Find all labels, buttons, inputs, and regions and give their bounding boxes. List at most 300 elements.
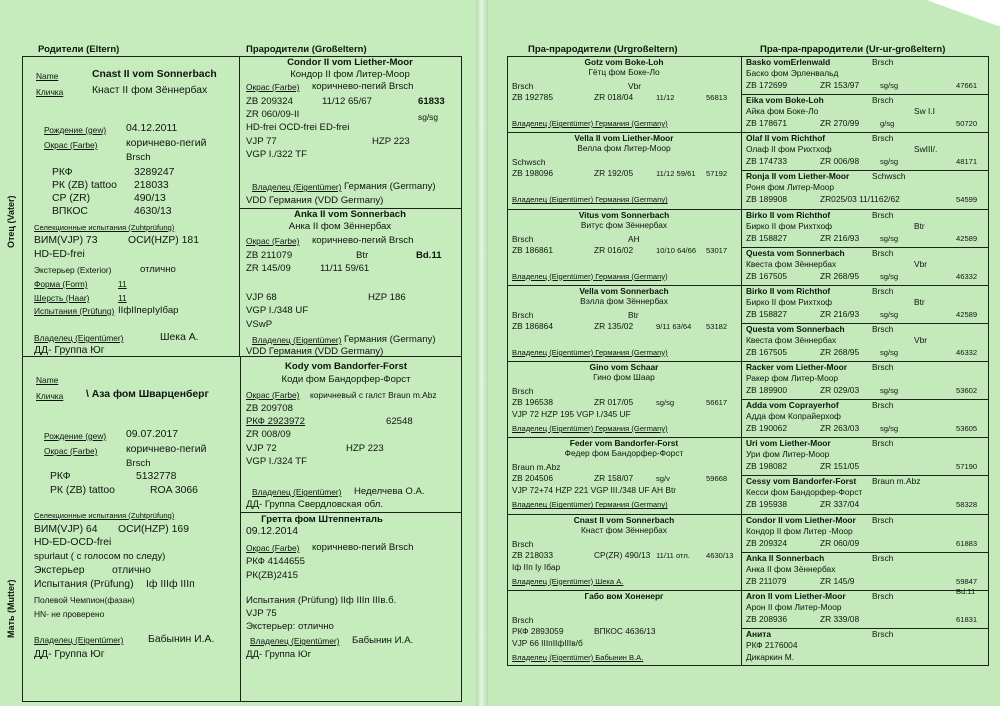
ug-number: 59668 — [706, 474, 728, 484]
ug-name: Cnast II vom Sonnerbach — [573, 514, 675, 525]
mother-owner-label: Владелец (Eigentümer) — [34, 635, 124, 645]
ug-color2: Vbr — [628, 81, 642, 91]
ug-color: Braun m.Abz — [512, 462, 561, 473]
header-parents: Родители (Eltern) — [38, 44, 120, 55]
uug-name: Basko vomErlenwald — [746, 57, 831, 67]
uug-ru: Арон II фом Литер-Моор — [746, 601, 842, 612]
gp3-zr: ZR 008/09 — [246, 429, 291, 440]
gp1-owner-label: Владелец (Eigentümer) — [252, 182, 342, 192]
uug-sg: sg/sg — [880, 81, 899, 90]
gp3-color-label: Окрас (Farbe) — [246, 390, 300, 400]
father-birth-label: Рождение (gew) — [44, 125, 107, 135]
uug-color: Braun m.Abz — [872, 476, 921, 487]
uug-sg: sg/sg — [880, 386, 899, 395]
ug-ru: Вэлла фом Зённербах — [580, 295, 668, 306]
gp2-owner-label: Владелец (Eigentümer) — [252, 335, 342, 345]
ug-zr: ZR 158/07 — [594, 473, 634, 484]
father-hair: 11 — [118, 293, 127, 303]
mother-champion: Полевой Чемпион(фазан) — [34, 595, 135, 605]
ug-zb: ZB 186861 — [512, 244, 553, 255]
uug-color2: SwIII/. — [914, 144, 938, 155]
label-father-side: Отец (Vater) — [6, 195, 16, 248]
uug-number: 50720 — [956, 119, 978, 129]
uug-color: Brsch — [872, 400, 894, 411]
uug-zb: ZB 189908 — [746, 194, 787, 205]
ug-number: 53182 — [706, 321, 728, 331]
uug-ru: Роня фом Литер-Моор — [746, 182, 835, 193]
uug-ru: Ури фом Литер-Моор — [746, 449, 830, 460]
father-rkf-label: РКФ — [52, 167, 73, 178]
ug-number: 4630/13 — [706, 550, 734, 560]
uug-number2: Bd.11 — [956, 586, 976, 596]
divider-gp3-gp4 — [240, 512, 462, 513]
gp3-owner-label: Владелец (Eigentümer) — [252, 487, 342, 497]
mother-exterior-label: Экстерьер — [34, 565, 85, 576]
uug-zr: ZR 216/93 — [820, 232, 860, 243]
uug-ru: Квеста фом Зённербах — [746, 334, 837, 345]
gp2-vgp: VGP I./348 UF — [246, 305, 309, 316]
uug-sg: sg/sg — [880, 347, 899, 357]
uug-color2: Sw I.I — [914, 106, 935, 117]
father-rkf: 3289247 — [134, 167, 175, 178]
gp4-color-label: Окрас (Farbe) — [246, 543, 300, 553]
ug-zb: ZB 186864 — [512, 320, 553, 331]
father-birth: 04.12.2011 — [126, 123, 178, 134]
uug-color: Brsch — [872, 285, 894, 296]
uug-zr: ZR 006/98 — [820, 156, 860, 167]
uug-zr: ZR 268/95 — [820, 270, 860, 281]
gp2-vdd: VDD Германия (VDD Germany) — [246, 346, 384, 357]
gp4-name: Гретта фом Штеппенталь — [261, 514, 383, 525]
uug-zr: ZR 029/03 — [820, 385, 860, 395]
gp4-color: коричнево-пегий Brsch — [312, 542, 414, 553]
mother-color2: Brsch — [126, 458, 151, 469]
uug-number: 46332 — [956, 271, 978, 281]
uug-zr: ZR025/03 11/1162/62 — [820, 194, 900, 205]
ug-number: 56617 — [706, 398, 728, 407]
gp4-vjp: VJP 75 — [246, 608, 277, 619]
uug-name: Birko II vom Richthof — [746, 285, 831, 296]
label-mother-side: Мать (Mutter) — [6, 579, 16, 638]
mother-tests: Iф IIIф IIIп — [146, 579, 195, 590]
ug-zb: ZB 198096 — [512, 168, 553, 179]
ug-dates: 9/11 63/64 — [656, 321, 692, 331]
father-rk: 218033 — [134, 180, 169, 191]
uug-name: Uri vom Liether-Moor — [746, 438, 831, 449]
uug-ru: Айка фом Боке-Ло — [746, 106, 819, 117]
father-color2: Brsch — [126, 152, 151, 163]
gp1-owner: Германия (Germany) — [344, 181, 436, 192]
gp3-rkf: РКФ 2923972 — [246, 416, 305, 427]
gp2-vswp: VSwP — [246, 319, 273, 330]
uug-zb: ZB 189900 — [746, 385, 787, 395]
gp2-dates: 11/11 59/61 — [320, 263, 370, 274]
gp4-date: 09.12.2014 — [246, 526, 299, 537]
gp2-bd: Bd.11 — [416, 250, 442, 261]
folded-corner — [910, 0, 1000, 26]
gp3-hzp: HZP 223 — [346, 443, 384, 454]
uug-name: Olaf II vom Richthof — [746, 133, 826, 144]
uug-name: Condor II vom Liether-Moor — [746, 514, 856, 525]
ug-owner: Владелец (Eigentümer) Германия (Germany) — [512, 195, 668, 205]
gp1-vdd: VDD Германия (VDD Germany) — [246, 195, 384, 206]
father-nick: Кнаст II фом Зённербах — [92, 85, 208, 96]
ug-name: Feder vom Bandorfer-Forst — [569, 438, 679, 449]
ug-owner: Владелец (Eigentümer) Германия (Germany) — [512, 119, 668, 128]
mother-birth: 09.07.2017 — [126, 429, 179, 440]
gp1-hzp: HZP 223 — [372, 136, 410, 147]
gp2-zr: ZR 145/09 — [246, 263, 291, 274]
ug-zr: CP(ZR) 490/13 — [594, 549, 651, 560]
uug-name: Questa vom Sonnerbach — [746, 247, 845, 258]
ug-color2: Btr — [628, 309, 639, 320]
mother-color: коричнево-пегий — [126, 444, 207, 455]
uug-color2: Vbr — [914, 258, 928, 269]
ug-ru: Гино фом Шаар — [593, 372, 655, 382]
header-grandparents: Прародители (Großeltern) — [246, 44, 367, 55]
father-name-label: Name — [36, 71, 59, 81]
uug-name: Questa vom Sonnerbach — [746, 323, 845, 334]
header-great-great-grandparents: Пра-пра-прародители (Ur-ur-großeltern) — [760, 44, 946, 55]
father-color: коричнево-пегий — [126, 138, 207, 149]
gp2-ru: Анка II фом Зённербах — [288, 221, 392, 232]
gp1-vgp: VGP I./322 TF — [246, 149, 307, 160]
uug-zb: ZB 167505 — [746, 346, 787, 357]
ug-ru: Витус фом Зённербах — [580, 219, 668, 230]
uug-color2: Btr — [914, 220, 925, 231]
uug-color: Brsch — [872, 323, 894, 334]
ug-owner: Владелец (Eigentümer) Германия (Germany) — [512, 271, 668, 281]
father-owner: Шека А. — [160, 332, 199, 343]
mother-spurlaut: spurlaut ( с голосом по следу) — [34, 551, 166, 562]
ug-zb: ZB 196538 — [512, 397, 553, 407]
ug-name: Vitus vom Sonnerbach — [578, 209, 670, 220]
gp4-rk: РК(ZB)2415 — [246, 570, 298, 581]
uug-sg: sg/sg — [880, 233, 899, 243]
ug-number: 57192 — [706, 169, 728, 179]
uug-number: 47661 — [956, 81, 978, 90]
ug-zr: ВПКОС 4636/13 — [594, 625, 656, 636]
ug-zr: ZR 017/05 — [594, 397, 634, 407]
father-sr-label: СР (ZR) — [52, 193, 91, 204]
page-fold — [476, 0, 488, 706]
gp3-zb: ZB 209708 — [246, 403, 293, 414]
mother-osi: ОСИ(HZP) 169 — [118, 524, 189, 535]
ug-dates: sg/sg — [656, 398, 675, 407]
uug-color: Brsch — [872, 362, 894, 372]
uug-number: 48171 — [956, 157, 978, 167]
uug-name: Anka II Sonnerbach — [746, 552, 825, 563]
gp1-sg: sg/sg — [418, 112, 439, 122]
father-exterior-label: Экстерьер (Exterior) — [34, 265, 112, 275]
mother-owner: Бабынин И.А. — [148, 634, 215, 645]
mother-tests-label: Испытания (Prüfung) — [34, 579, 134, 590]
uug-ru: Бирко II фом Рихтхоф — [746, 220, 833, 231]
father-hd: HD-ED-frei — [34, 249, 85, 260]
uug-zr: ZR 339/08 — [820, 613, 860, 624]
uug-number: 61831 — [956, 614, 978, 624]
uug-name: Birko II vom Richthof — [746, 209, 831, 220]
mother-birth-label: Рождение (gew) — [44, 431, 107, 441]
father-osi: ОСИ(HZP) 181 — [128, 235, 199, 246]
ug-number: 53017 — [706, 245, 728, 255]
uug-zb: ZB 211079 — [746, 575, 787, 586]
father-form-label: Форма (Form) — [34, 279, 88, 289]
ug-zr: ZR 192/05 — [594, 168, 634, 179]
gp3-name: Kody vom Bandorfer-Forst — [284, 361, 408, 372]
father-owner-label: Владелец (Eigentümer) — [34, 333, 124, 343]
ug-color2: AH — [628, 233, 640, 244]
gp1-name: Condor II vom Liether-Moor — [287, 57, 413, 68]
mother-hd: HD-ED-OCD-frei — [34, 537, 112, 548]
father-name: Cnast II vom Sonnerbach — [92, 69, 217, 80]
uug-color: Brsch — [872, 247, 894, 258]
uug-zr: ZR 263/03 — [820, 423, 860, 434]
uug-color: Brsch — [872, 438, 894, 449]
gp2-color: коричнево-пегий Brsch — [312, 235, 414, 246]
uug-number: 42589 — [956, 233, 978, 243]
gp4-owner-label: Владелец (Eigentümer) — [250, 636, 340, 646]
ug-zr: ZR 135/02 — [594, 320, 634, 331]
uug-zb: ZB 190062 — [746, 423, 787, 434]
gp4-rkf: РКФ 4144655 — [246, 556, 305, 567]
mother-rk: ROA 3066 — [150, 485, 198, 496]
gp4-owner: Бабынин И.А. — [352, 635, 414, 646]
gp4-group: ДД- Группа Юг — [246, 649, 312, 660]
uug-color: Brsch — [872, 95, 894, 106]
uug-number: 53605 — [956, 424, 978, 434]
uug-zb: ZB 158827 — [746, 308, 787, 319]
ug-color: Brsch — [512, 386, 534, 396]
ug-zb: ZB 204506 — [512, 473, 553, 484]
ug-extra: Iф IIп Iу Iбар — [512, 561, 561, 572]
ug-owner: Владелец (Eigentümer) Бабынин В.А. — [512, 652, 644, 662]
gp1-dates: 11/12 65/67 — [322, 96, 372, 107]
ug-ru: Кнаст фом Зённербах — [581, 524, 667, 535]
uug-sg: sg/sg — [880, 424, 899, 434]
uug-number: 54599 — [956, 195, 978, 205]
mother-rkf: 5132778 — [136, 471, 177, 482]
uug-color: Brsch — [872, 133, 894, 144]
gp2-owner: Германия (Germany) — [344, 334, 436, 345]
mother-vim: ВИМ(VJP) 64 — [34, 524, 98, 535]
uug-zr: ZR 268/95 — [820, 346, 860, 357]
uug-zr: ZR 216/93 — [820, 308, 860, 319]
uug-color: Brsch — [872, 590, 894, 601]
ug-owner: Владелец (Eigentümer) Шека А. — [512, 576, 624, 586]
gp2-name: Anka II vom Sonnerbach — [294, 209, 406, 220]
uug-ru: Адда фом Копрайерхоф — [746, 411, 841, 422]
uug-number: 46332 — [956, 347, 978, 357]
mother-color-label: Окрас (Farbe) — [44, 446, 98, 456]
father-form: 11 — [118, 279, 127, 289]
ug-color: Schwsch — [512, 157, 546, 168]
uug-color: Schwsch — [872, 171, 906, 182]
uug-name: Cessy vom Bandorfer-Forst — [746, 476, 857, 487]
mother-nick: \ Аза фом Шварценберг — [86, 389, 209, 400]
uug-color2: Btr — [914, 296, 925, 307]
ug-dates: 11/11 отл. — [656, 550, 690, 560]
ug-extra: VJP 72 HZP 195 VGP I./345 UF — [512, 409, 631, 419]
gp2-color-label: Окрас (Farbe) — [246, 236, 300, 246]
gp1-zb: ZB 209324 — [246, 96, 293, 107]
uug-ru: Кондор II фом Литер -Моор — [746, 525, 853, 536]
father-group: ДД- Группа Юг — [34, 345, 105, 356]
uug-zb: ZB 195938 — [746, 499, 787, 510]
father-vpkos-label: ВПКОС — [52, 206, 88, 217]
father-color-label: Окрас (Farbe) — [44, 140, 98, 150]
ug-zb: ZB 192785 — [512, 92, 553, 102]
father-rk-label: РК (ZB) tattoo — [52, 180, 117, 191]
uug-ru: Квеста фом Зённербах — [746, 258, 837, 269]
father-vim: ВИМ(VJP) 73 — [34, 235, 98, 246]
gp1-color: коричнево-пегий Brsch — [312, 81, 414, 92]
ug-zr: ZR 016/02 — [594, 244, 634, 255]
uug-zb: ZB 178671 — [746, 118, 787, 129]
mother-cell-divider — [240, 356, 241, 702]
gp3-ru: Коди фом Бандорфер-Форст — [281, 374, 411, 385]
uug-zb: ZB 167505 — [746, 270, 787, 281]
mother-name-label: Name — [36, 375, 59, 385]
uug-number: 61883 — [956, 538, 978, 548]
father-vpkos: 4630/13 — [134, 206, 172, 217]
uug-color: Brsch — [872, 552, 894, 563]
gp2-hzp: HZP 186 — [368, 292, 406, 303]
uug-zb: ZB 172699 — [746, 80, 787, 90]
father-nick-label: Кличка — [36, 87, 64, 97]
uug-ru: Анка II фом Зённербах — [746, 563, 836, 574]
uug-number: 59847 — [956, 576, 978, 586]
ug-color: Brsch — [512, 614, 534, 625]
uug-divider — [741, 628, 989, 629]
gp3-vjp: VJP 72 — [246, 443, 277, 454]
mother-rk-label: РК (ZB) tattoo — [50, 485, 115, 496]
ug-dates: 10/10 64/66 — [656, 245, 697, 255]
ug-extra: VJP 66 IIIпIIфIIIв/б — [512, 637, 583, 648]
uug-sg: g/sg — [880, 119, 895, 129]
uug-ru: Бирко II фом Рихтхоф — [746, 296, 833, 307]
ug-name: Габо вом Хоненерг — [584, 590, 664, 601]
uug-color2: Vbr — [914, 334, 928, 345]
gp1-hd: HD-frei OCD-frei ED-frei — [246, 122, 350, 133]
uug-color: Brsch — [872, 514, 894, 525]
ug-color: Brsch — [512, 538, 534, 549]
uug-name: Adda vom Coprayerhof — [746, 400, 839, 411]
father-tests-label: Испытания (Prüfung) — [34, 306, 115, 316]
ug-color: Brsch — [512, 233, 534, 244]
uug-color: Brsch — [872, 57, 894, 67]
gp3-group: ДД- Группа Свердловская обл. — [246, 499, 383, 510]
uug-color: Brsch — [872, 209, 894, 220]
ug-ru: Гётц фом Боке-Ло — [588, 67, 660, 77]
mother-nick-label: Кличка — [36, 391, 64, 401]
gp2-vjp: VJP 68 — [246, 292, 277, 303]
father-sr: 490/13 — [134, 193, 166, 204]
ug-ru: Федер фом Бандорфер-Форст — [564, 448, 684, 459]
gp3-vgp: VGP I./324 TF — [246, 456, 307, 467]
gp4-tests: Испытания (Prüfung) IIф IIIп IIIв.б. — [246, 595, 397, 606]
mother-hn: HN- не проверено — [34, 609, 105, 619]
ug-name: Vella II vom Liether-Moor — [574, 133, 674, 144]
ug-color: Brsch — [512, 81, 534, 91]
uug-zr: ZR 151/05 — [820, 461, 860, 472]
uug-name: Aron II vom Liether-Moor — [746, 590, 846, 601]
gp1-vjp: VJP 77 — [246, 136, 277, 147]
uug-zb: ZB 198082 — [746, 461, 787, 472]
gp1-num: 61833 — [418, 96, 445, 107]
father-tests: IIфIIперIуIбар — [118, 305, 179, 316]
gp1-ru: Кондор II фом Литер-Моор — [290, 69, 410, 80]
ug-zb: РКФ 2893059 — [512, 625, 564, 636]
gp3-num: 62548 — [386, 416, 413, 427]
ug-dates: 11/12 59/61 — [656, 169, 696, 179]
uug-name: Racker vom Liether-Moor — [746, 362, 847, 372]
gp2-zb: ZB 211079 — [246, 250, 293, 261]
uug-zr: ZR 270/99 — [820, 118, 860, 129]
uug-zr: ZR 153/97 — [820, 80, 860, 90]
gp2-btr: Btr — [356, 250, 369, 261]
mother-selection-label: Селекционные испытания (Zuhtprüfung) — [34, 511, 175, 520]
uug-ru: Ракер фом Литер-Моор — [746, 373, 839, 383]
uug-zb: ZB 158827 — [746, 232, 787, 243]
uug-sg: sg/sg — [880, 309, 899, 319]
ug-owner: Владелец (Eigentümer) Германия (Germany) — [512, 500, 668, 510]
uug-ru: РКФ 2176004 — [746, 639, 798, 650]
ug-extra: VJP 72+74 HZP 221 VGP III./348 UF AH Btr — [512, 485, 677, 496]
father-exterior: отлично — [140, 264, 176, 275]
ug-ru: Велла фом Литер-Моор — [577, 143, 671, 154]
gp3-color: коричневый с галст Braun m.Abz — [310, 390, 437, 400]
ug-owner: Владелец (Eigentümer) Германия (Germany) — [512, 424, 668, 433]
ug-name: Vella vom Sonnerbach — [579, 285, 669, 296]
uug-name: Eika vom Boke-Loh — [746, 95, 824, 106]
gp1-color-label: Окрас (Farbe) — [246, 82, 300, 92]
uug-number: 53602 — [956, 386, 978, 395]
uug-zb: ZB 208936 — [746, 613, 787, 624]
uug-zb: Дикаркин М. — [746, 651, 795, 662]
uug-zr: ZR 145/9 — [820, 575, 855, 586]
uug-zb: ZB 209324 — [746, 537, 787, 548]
ug-dates: 11/12 — [656, 93, 675, 102]
uug-number: 57190 — [956, 462, 978, 472]
gp3-owner: Неделчева О.А. — [354, 486, 425, 497]
uug-zr: ZR 337/04 — [820, 499, 860, 510]
father-selection-label: Селекционные испытания (Zuhtprüfung) — [34, 223, 175, 232]
uug-ru: Баско фом Эрленвальд — [746, 68, 839, 78]
uug-zb: ZB 174733 — [746, 156, 787, 167]
gp4-exterior: Экстерьер: отлично — [246, 621, 334, 632]
uug-sg: sg/sg — [880, 271, 899, 281]
mother-exterior: отлично — [112, 565, 151, 576]
mother-rkf-label: РКФ — [50, 471, 71, 482]
ug-zb: ZB 218033 — [512, 549, 553, 560]
header-great-grandparents: Пра-прародители (Urgroßeltern) — [528, 44, 678, 55]
ug-owner: Владелец (Eigentümer) Германия (Germany) — [512, 347, 668, 357]
uug-name: Анита — [746, 628, 772, 639]
uug-number: 42589 — [956, 309, 978, 319]
ug-name: Gotz vom Boke-Loh — [584, 57, 664, 67]
ug-dates: sg/v — [656, 474, 670, 484]
ug-name: Gino vom Schaar — [589, 362, 659, 372]
ug-number: 56813 — [706, 93, 728, 102]
mother-group: ДД- Группа Юг — [34, 649, 105, 660]
ug-zr: ZR 018/04 — [594, 92, 634, 102]
ug-color: Brsch — [512, 309, 534, 320]
uug-zr: ZR 060/09 — [820, 537, 860, 548]
uug-ru: Кесси фом Бандорфер-Форст — [746, 487, 863, 498]
uug-name: Ronja II vom Liether-Moor — [746, 171, 850, 182]
uug-ru: Олаф II фом Рихтхоф — [746, 144, 832, 155]
